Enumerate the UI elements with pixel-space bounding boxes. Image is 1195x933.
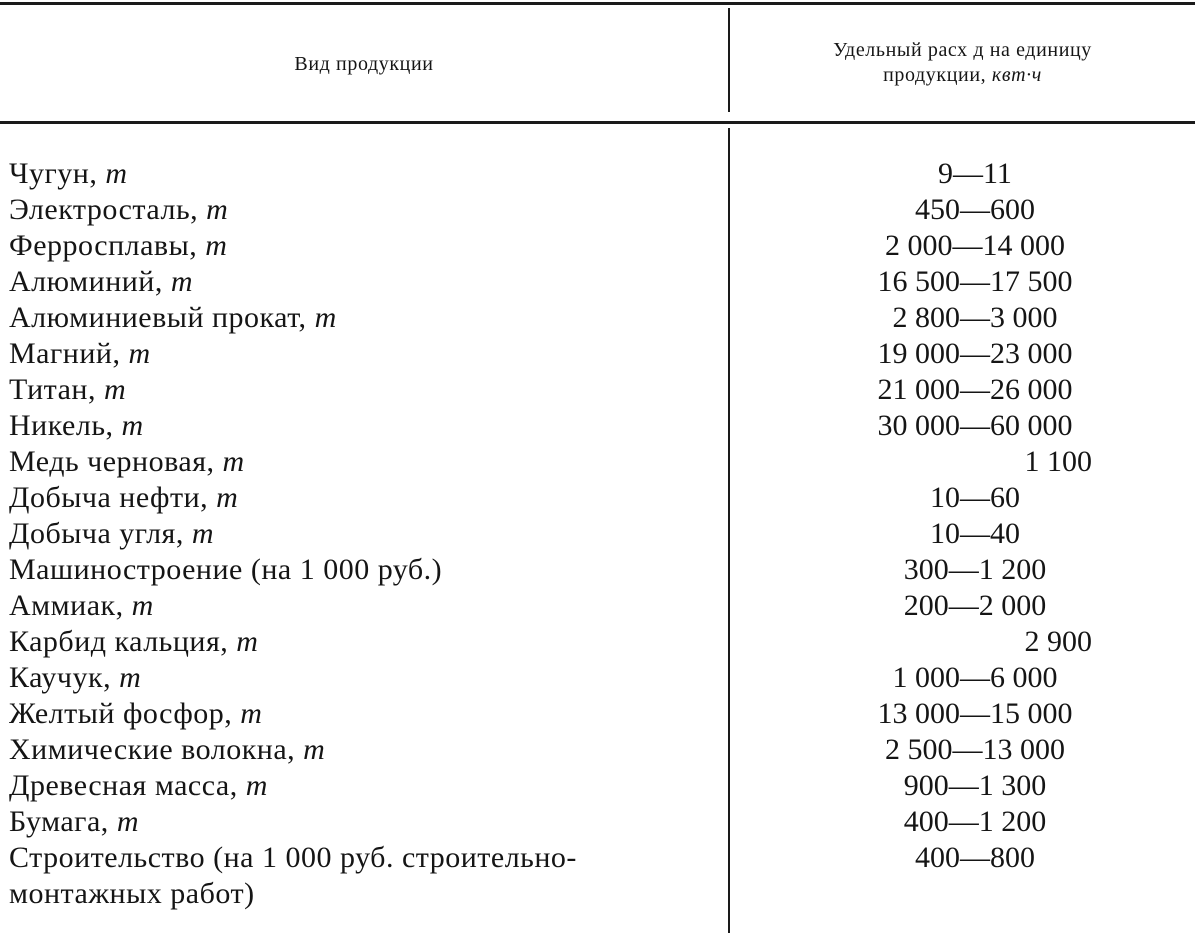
row-product-unit: т xyxy=(191,517,215,550)
table-row xyxy=(0,408,1195,444)
row-consumption-value: 21 000—26 000 xyxy=(877,373,1073,406)
row-product-unit: т xyxy=(119,661,142,694)
row-consumption-value: 19 000—23 000 xyxy=(877,337,1073,370)
row-consumption-value: 10—60 xyxy=(930,481,1020,514)
row-consumption-value: 400—800 xyxy=(915,841,1035,874)
column-header-product-type-text: Вид продукции xyxy=(294,53,434,75)
row-product-label: Никель, xyxy=(9,409,114,442)
row-consumption-value: 13 000—15 000 xyxy=(877,697,1073,730)
row-product-name xyxy=(9,192,228,228)
table-body xyxy=(0,156,1195,912)
row-product-unit: т xyxy=(303,733,326,766)
row-product-unit: т xyxy=(131,589,154,622)
row-product-label: Титан, xyxy=(9,373,96,406)
row-consumption-value: 1 000—6 000 xyxy=(892,661,1058,694)
row-product-label: Медь черновая, xyxy=(9,445,215,478)
column-header-consumption xyxy=(730,38,1195,88)
row-product-unit: т xyxy=(128,337,151,370)
row-product-unit: т xyxy=(170,265,194,298)
row-product-label: Химические волокна, xyxy=(9,733,296,766)
row-product-unit: т xyxy=(240,697,263,730)
row-product-label: Магний, xyxy=(9,337,121,370)
row-consumption-value: 2 800—3 000 xyxy=(892,301,1058,334)
row-consumption-value: 300—1 200 xyxy=(903,553,1047,586)
row-product-label: Чугун, xyxy=(9,157,98,190)
table-row xyxy=(0,732,1195,768)
header-bottom-rule xyxy=(0,121,1195,124)
table-row xyxy=(0,660,1195,696)
row-consumption-value: 200—2 000 xyxy=(903,589,1047,622)
row-consumption-value: 1 100 xyxy=(1024,445,1092,478)
row-consumption-value: 900—1 300 xyxy=(903,769,1047,802)
row-product-label: Бумага, xyxy=(9,805,109,838)
table-row xyxy=(0,696,1195,732)
table-row xyxy=(0,804,1195,840)
row-product-name xyxy=(9,588,154,624)
table-row xyxy=(0,300,1195,336)
table-row xyxy=(0,156,1195,192)
table-row xyxy=(0,372,1195,408)
table-row xyxy=(0,336,1195,372)
row-consumption-value: 2 000—14 000 xyxy=(885,229,1065,262)
row-product-unit: т xyxy=(206,193,229,226)
column-header-consumption-unit: квт·ч xyxy=(991,64,1042,86)
column-header-product-type xyxy=(0,52,728,77)
row-product-label: Добыча угля, xyxy=(9,517,184,550)
row-consumption-value: 2 500—13 000 xyxy=(885,733,1065,766)
table-row xyxy=(0,228,1195,264)
table-row xyxy=(0,768,1195,804)
row-product-name xyxy=(9,300,337,336)
row-product-name xyxy=(9,768,268,804)
row-product-name xyxy=(9,444,245,480)
row-consumption-value: 2 900 xyxy=(1024,625,1092,658)
row-consumption-value: 30 000—60 000 xyxy=(877,409,1073,442)
row-consumption-value: 9—11 xyxy=(938,157,1012,190)
row-product-label: Электросталь, xyxy=(9,193,199,226)
row-product-unit: т xyxy=(245,769,268,802)
row-product-unit: т xyxy=(103,373,127,406)
row-product-name xyxy=(9,696,262,732)
row-product-name xyxy=(9,732,325,768)
row-product-unit: т xyxy=(205,229,228,262)
row-product-name xyxy=(9,552,442,588)
row-product-label: Аммиак, xyxy=(9,589,124,622)
table-row xyxy=(0,840,1195,912)
row-product-label: Ферросплавы, xyxy=(9,229,198,262)
row-product-name xyxy=(9,264,193,300)
table-row xyxy=(0,588,1195,624)
row-consumption-value: 450—600 xyxy=(915,193,1035,226)
table-top-rule xyxy=(0,2,1195,5)
row-consumption-value: 10—40 xyxy=(930,517,1020,550)
row-consumption-value: 16 500—17 500 xyxy=(877,265,1073,298)
column-header-consumption-label: продукции, xyxy=(883,64,987,86)
row-product-unit: т xyxy=(236,625,259,658)
row-product-label: Карбид кальция, xyxy=(9,625,229,658)
row-product-unit: т xyxy=(222,445,245,478)
column-header-consumption-line1: Удельный расх д на единицу xyxy=(833,39,1092,61)
column-header-consumption-line2 xyxy=(730,63,1195,88)
row-product-name xyxy=(9,480,238,516)
row-product-name xyxy=(9,516,214,552)
table-row xyxy=(0,444,1195,480)
row-product-unit: т xyxy=(314,301,337,334)
row-product-name xyxy=(9,228,227,264)
table-row xyxy=(0,624,1195,660)
row-product-label: Каучук, xyxy=(9,661,112,694)
row-product-label: Строительство (на 1 000 руб. строительно-монтажных работ) xyxy=(9,841,577,910)
row-product-name xyxy=(9,336,151,372)
row-product-name xyxy=(9,408,144,444)
row-product-unit: т xyxy=(216,481,239,514)
row-product-name xyxy=(9,624,258,660)
table-row xyxy=(0,192,1195,228)
row-product-unit: т xyxy=(121,409,144,442)
table-row xyxy=(0,516,1195,552)
row-product-name xyxy=(9,840,724,912)
row-product-label: Добыча нефти, xyxy=(9,481,209,514)
table-row xyxy=(0,264,1195,300)
row-product-label: Алюминиевый прокат, xyxy=(9,301,307,334)
row-product-label: Алюминий, xyxy=(9,265,163,298)
row-product-label: Желтый фосфор, xyxy=(9,697,233,730)
row-product-name xyxy=(9,804,139,840)
row-product-name xyxy=(9,156,128,192)
table-row xyxy=(0,480,1195,516)
row-product-unit: т xyxy=(116,805,139,838)
row-product-name xyxy=(9,372,126,408)
row-product-label: Машиностроение (на 1 000 руб.) xyxy=(9,553,443,586)
row-product-unit: т xyxy=(105,157,128,190)
row-product-label: Древесная масса, xyxy=(9,769,238,802)
table-row xyxy=(0,552,1195,588)
row-product-name xyxy=(9,660,141,696)
row-consumption-value: 400—1 200 xyxy=(903,805,1047,838)
